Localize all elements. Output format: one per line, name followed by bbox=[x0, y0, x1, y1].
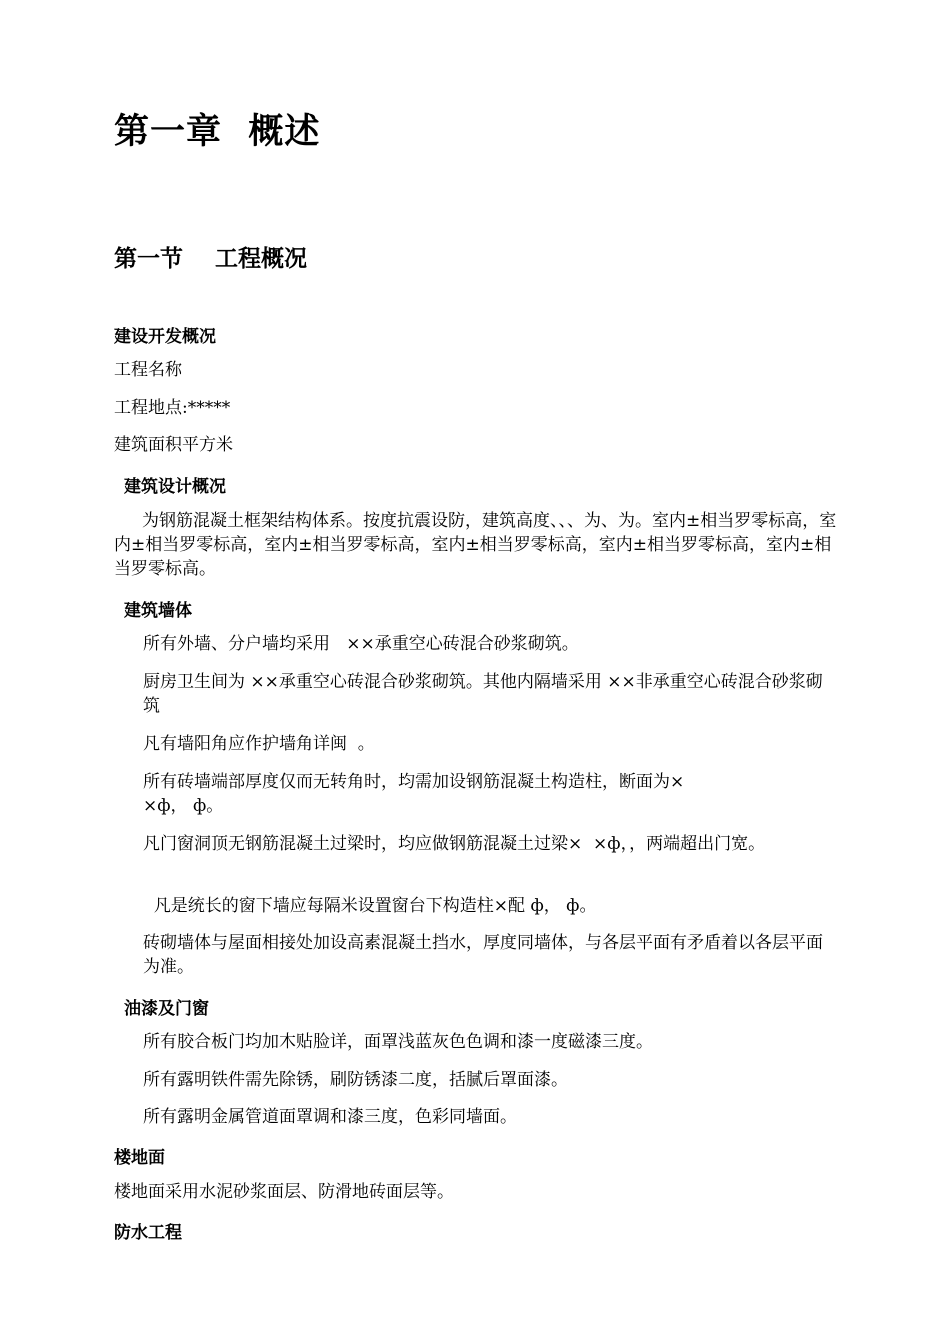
heading-building-wall: 建筑墙体 bbox=[124, 601, 192, 621]
wall-item-3: 凡有墙阳角应作护墙角详闽 。 bbox=[143, 734, 375, 754]
floor-paragraph: 楼地面采用水泥砂浆面层、防滑地砖面层等。 bbox=[114, 1182, 454, 1202]
heading-paint-and-doors: 油漆及门窗 bbox=[124, 999, 209, 1019]
project-name: 工程名称 bbox=[114, 360, 182, 380]
heading-construction-development: 建设开发概况 bbox=[114, 327, 216, 347]
heading-floor: 楼地面 bbox=[114, 1148, 165, 1168]
building-design-paragraph: 为钢筋混凝土框架结构体系。按度抗震设防，建筑高度、、、为、为。室内±相当罗零标高，室内±相当罗零标高，室内±相当罗零标高，室内±相当罗零标高，室内±相当罗零标高，室内±相当罗零标高。 bbox=[114, 511, 837, 579]
paint-item-2: 所有露明铁件需先除锈，刷防锈漆二度，括腻后罩面漆。 bbox=[143, 1070, 568, 1090]
wall-item-4: 所有砖墙端部厚度仅而无转角时，均需加设钢筋混凝土构造柱，断面为× ×ф， ф。 bbox=[143, 772, 685, 816]
wall-item-5: 凡门窗洞顶无钢筋混凝土过梁时，均应做钢筋混凝土过梁× ×ф，，两端超出门宽。 bbox=[143, 834, 766, 854]
project-site: 工程地点:***** bbox=[114, 398, 231, 418]
heading-building-design: 建筑设计概况 bbox=[124, 477, 226, 497]
wall-item-7: 砖砌墙体与屋面相接处加设高素混凝土挡水，厚度同墙体，与各层平面有矛盾着以各层平面为准。 bbox=[143, 933, 823, 977]
section-title: 第一节 工程概况 bbox=[114, 246, 308, 272]
heading-waterproofing: 防水工程 bbox=[114, 1223, 182, 1243]
chapter-title: 第一章 概述 bbox=[114, 112, 321, 152]
wall-item-2: 厨房卫生间为 ××承重空心砖混合砂浆砌筑。其他内隔墙采用 ××非承重空心砖混合砂浆砌筑 bbox=[143, 672, 823, 716]
wall-item-6: 凡是统长的窗下墙应每隔米设置窗台下构造柱×配 ф， ф。 bbox=[143, 896, 597, 916]
paint-item-1: 所有胶合板门均加木贴脸详，面罩浅蓝灰色色调和漆一度磁漆三度。 bbox=[143, 1032, 653, 1052]
paint-item-3: 所有露明金属管道面罩调和漆三度，色彩同墙面。 bbox=[143, 1107, 517, 1127]
building-area: 建筑面积平方米 bbox=[114, 435, 233, 455]
wall-item-1: 所有外墙、分户墙均采用 ××承重空心砖混合砂浆砌筑。 bbox=[143, 634, 579, 654]
